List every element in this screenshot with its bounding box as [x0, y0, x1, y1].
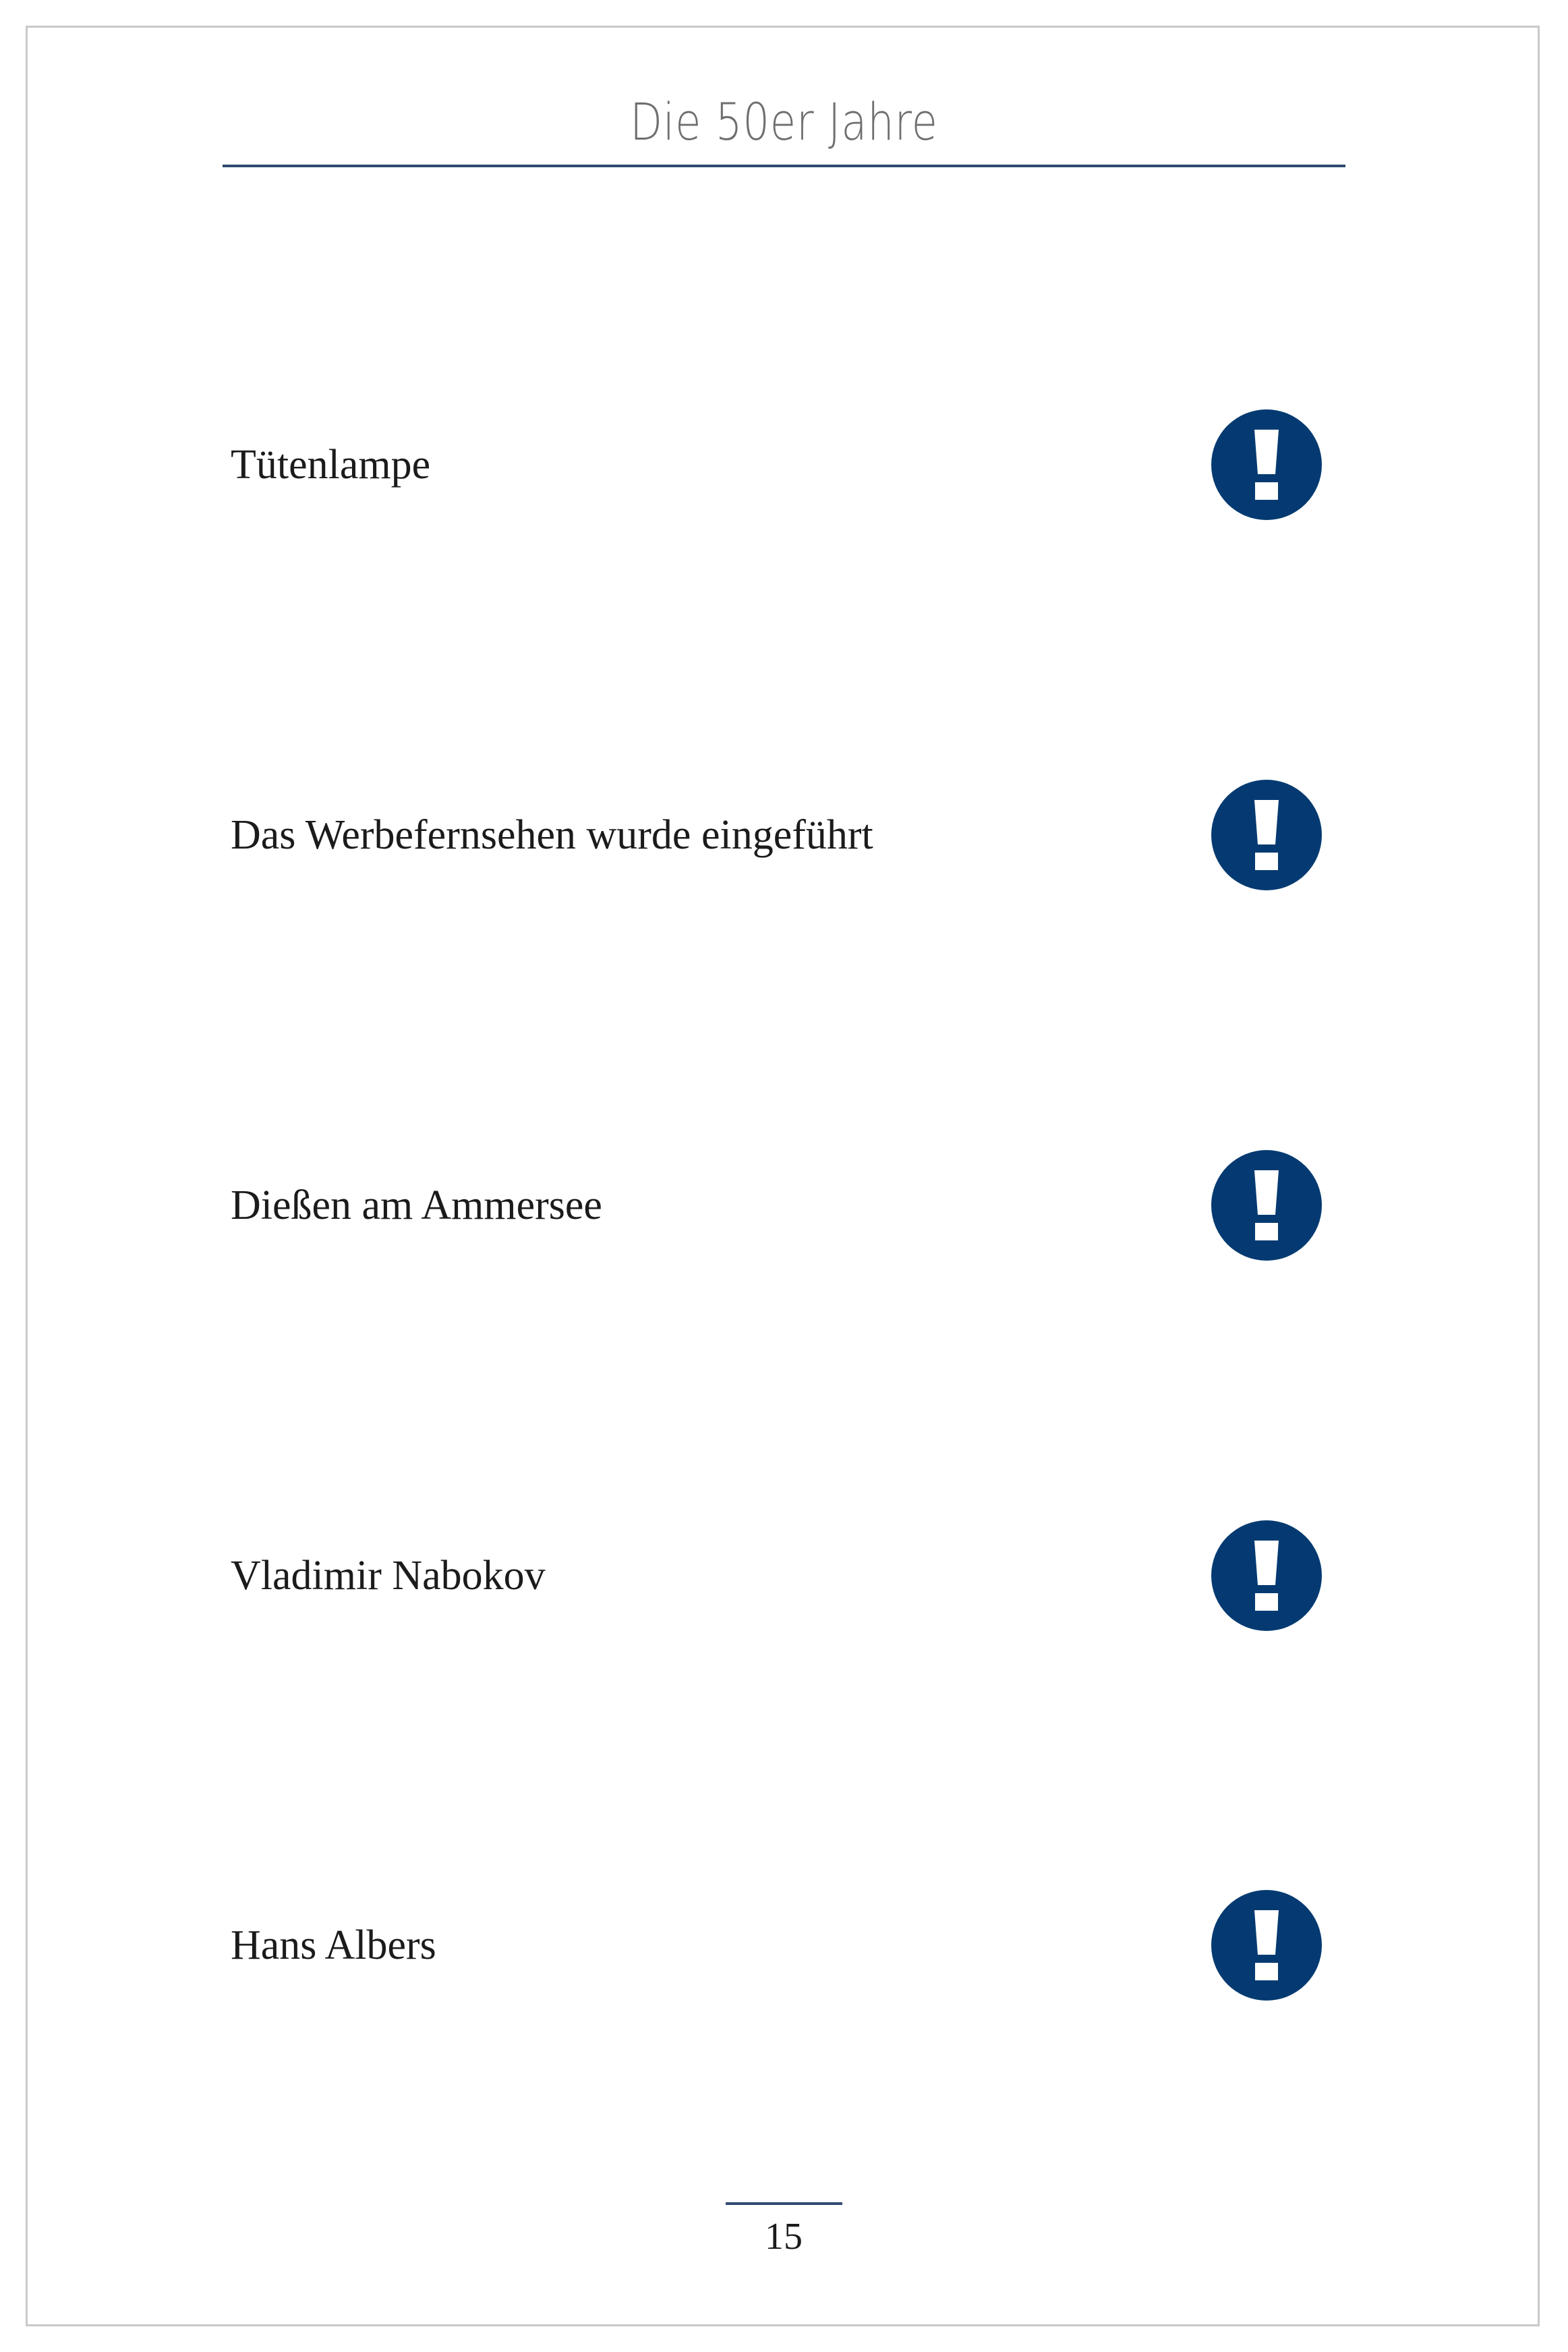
list-item	[231, 409, 1322, 520]
list-item	[231, 1150, 1322, 1261]
entry-text: Dießen am Ammersee	[231, 1182, 602, 1228]
list-item	[231, 1520, 1322, 1631]
page-header	[223, 80, 1345, 167]
exclamation-icon	[1211, 780, 1322, 890]
list-item	[231, 1890, 1322, 2001]
footer-divider	[726, 2202, 842, 2205]
entry-text: Tütenlampe	[231, 442, 431, 488]
exclamation-icon	[1211, 1890, 1322, 2001]
exclamation-icon	[1211, 1150, 1322, 1261]
exclamation-icon	[1211, 1520, 1322, 1631]
entry-text: Hans Albers	[231, 1922, 436, 1968]
header-divider	[223, 165, 1345, 167]
page-title: Die 50er Jahre	[630, 92, 938, 152]
page-number: 15	[765, 2216, 803, 2258]
entry-text: Vladimir Nabokov	[231, 1553, 546, 1599]
entry-text: Das Werbefernsehen wurde eingeführt	[231, 812, 873, 858]
exclamation-icon	[1211, 409, 1322, 520]
list-item	[231, 780, 1322, 890]
